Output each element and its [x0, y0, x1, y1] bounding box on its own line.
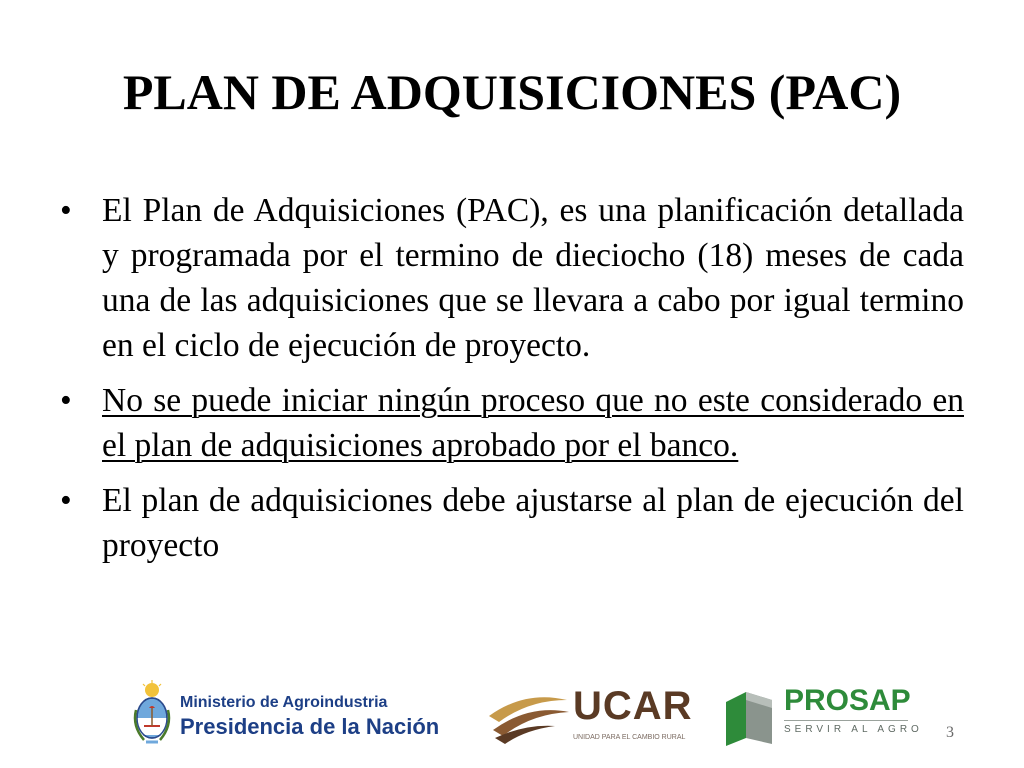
bullet-item — [60, 188, 964, 368]
bullet-marker: • — [60, 482, 72, 519]
ucar-tagline: UNIDAD PARA EL CAMBIO RURAL — [573, 734, 686, 741]
ucar-wordmark: UCAR — [573, 684, 693, 728]
prosap-book-icon — [722, 688, 776, 748]
bullet-text: El Plan de Adquisiciones (PAC), es una planificación detallada y programada por el termino de dieciocho (18) meses de cada una de las adquisiciones que se llevara a cabo por igual termino en el ciclo de ejecución de proyecto. — [102, 192, 964, 364]
page-number: 3 — [946, 724, 954, 741]
prosap-wordmark: PROSAP — [784, 684, 911, 717]
ucar-logo — [485, 682, 695, 752]
slide-title: PLAN DE ADQUISICIONES (PAC) — [122, 64, 902, 120]
ministerio-line2: Presidencia de la Nación — [180, 714, 440, 739]
ministerio-line1: Ministerio de Agroindustria — [180, 694, 388, 711]
bullet-text: El plan de adquisiciones debe ajustarse al plan de ejecución del proyecto — [102, 482, 964, 564]
bullet-marker: • — [60, 382, 72, 419]
prosap-tagline: SERVIR AL AGRO — [784, 724, 923, 735]
bullet-list — [60, 188, 964, 578]
bullet-marker: • — [60, 192, 72, 229]
bullet-item — [60, 478, 964, 568]
footer-logo-bar — [0, 672, 1024, 768]
argentina-coat-of-arms-icon — [130, 680, 174, 750]
ucar-swoosh-icon — [485, 686, 571, 746]
bullet-text-underlined: No se puede iniciar ningún proceso que no este considerado en el plan de adquisiciones aprobado por el banco. — [102, 382, 964, 464]
prosap-divider — [784, 720, 908, 721]
prosap-logo — [722, 682, 922, 752]
bullet-item — [60, 378, 964, 468]
ministerio-agroindustria-logo — [130, 680, 460, 750]
